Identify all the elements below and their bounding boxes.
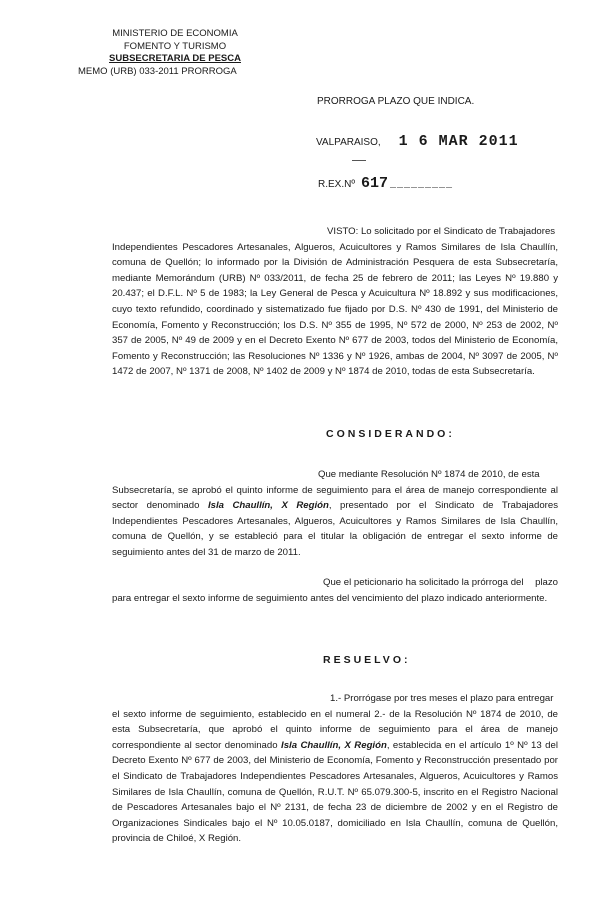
date-stamp: 1 6 MAR 2011 — [398, 133, 519, 150]
resuelvo-paragraph-1 — [112, 691, 558, 847]
considerando-1-lead: Que mediante Resolución Nº 1874 de 2010, de esta — [318, 469, 540, 480]
visto-text: Independientes Pescadores Artesanales, Algueros, Acuicultores y Ramos Similares de Isla Chaullín, comuna de Quellón; lo informado por la División de Administración Pesquera de esta Subsecretaría, mediante Memorándum (URB) Nº 033/2011, de fecha 25 de febrero de 2011; las Leyes Nº 19.880 y 20.437; el D.F.L. Nº 5 de 1983; la Ley General de Pesca y Acuicultura Nº 18.892 y sus modificaciones, cuyo texto refundido, coordinado y sistematizado fue fijado por D.S. Nº 430 de 1991, del Ministerio de Economía, Fomento y Reconstrucción; los D.S. Nº 355 de 1995, Nº 572 de 2000, Nº 253 de 2002, Nº 357 de 2005, Nº 49 de 2009 y en el Decreto Exento Nº 677 de 2003, todos del Ministerio de Economía, Fomento y Reconstrucción; las Resoluciones Nº 1336 y Nº 1926, ambas de 2004, Nº 3097 de 2005, Nº 1472 de 2007, Nº 1371 de 2008, Nº 1402 de 2009 y Nº 1874 de 2010, todas de esta Subsecretaría. — [112, 241, 558, 378]
resuelvo-1-lead: 1.- Prorrógase por tres meses el plazo para entregar — [330, 693, 554, 704]
resuelvo-1-text-b: , establecida en el artículo 1º Nº 13 del Decreto Exento Nº 677 de 2003, del Ministerio de Economía, Fomento y Reconstrucción presentado por el Sindicato de Trabajadores Independientes Pescadores Artesanales, Algueros, Acuicultores y Ramos Similares de Isla Chaullín, comuna de Quellón, R.U.T. Nº 65.079.300-5, inscrito en el Registro Nacional de Pescadores Artesanales bajo el Nº 2131, de fecha 23 de diciembre de 2002 y en el Registro de Organizaciones Sindicales bajo el Nº 10.05.0187, domiciliado en Isla Chaullín, comuna de Quellón, provincia de Chiloé, X Región. — [112, 739, 558, 845]
considerando-1-text-a: Subsecretaría, se aprobó el quinto informe de seguimiento para el área de manejo correspondiente al sector denominado — [112, 484, 558, 512]
resolution-underline: _________ — [390, 180, 454, 191]
considerando-2-lead: Que el peticionario ha solicitado la prórroga del — [323, 577, 524, 588]
visto-lead: VISTO: Lo solicitado por el Sindicato de Trabajadores — [327, 226, 556, 237]
resuelvo-heading: RESUELVO: — [323, 654, 411, 666]
undersecretary-name: SUBSECRETARIA DE PESCA — [109, 53, 241, 64]
considerando-1-sector: Isla Chaullín, X Región — [207, 500, 329, 512]
date-line — [316, 133, 519, 150]
ministry-name: MINISTERIO DE ECONOMIA — [112, 28, 238, 39]
city-name: VALPARAISO, — [316, 137, 381, 148]
resolution-value: 617 — [361, 175, 389, 192]
resuelvo-1-text-a: el sexto informe de seguimiento, establecido en el numeral 2.- de la Resolución Nº 1874 de 2010, de esta Subsecretaría, que aprobó el quinto informe de seguimiento para el área de manejo correspondiente al sector denominado — [112, 708, 558, 751]
resolution-label: R.EX.Nº — [318, 179, 355, 190]
divider-mark — [352, 160, 366, 161]
considerando-paragraph-2 — [112, 575, 558, 606]
considerando-paragraph-1 — [112, 467, 558, 561]
considerando-2-text: plazo para entregar el sexto informe de seguimiento antes del vencimiento del plazo indicado anteriormente. — [112, 577, 558, 604]
resuelvo-1-sector: Isla Chaullín, X Región — [281, 739, 387, 751]
resolution-number — [318, 175, 453, 192]
considerando-1-text-b: , presentado por el Sindicato de Trabajadores Independientes Pescadores Artesanales, Algueros, Acuicultores y Ramos Similares de Isla Chaullín, comuna de Quellón, y se estableció para el titular la obligación de entregar el sexto informe de seguimiento antes del 31 de marzo de 2011. — [112, 500, 558, 558]
letterhead — [70, 28, 280, 78]
document-subject: PRORROGA PLAZO QUE INDICA. — [317, 96, 475, 107]
ministry-subtitle: FOMENTO Y TURISMO — [123, 40, 227, 52]
visto-paragraph — [112, 224, 558, 380]
memo-reference: MEMO (URB) 033-2011 PRORROGA — [78, 65, 237, 77]
considerando-heading: CONSIDERANDO: — [326, 428, 455, 440]
